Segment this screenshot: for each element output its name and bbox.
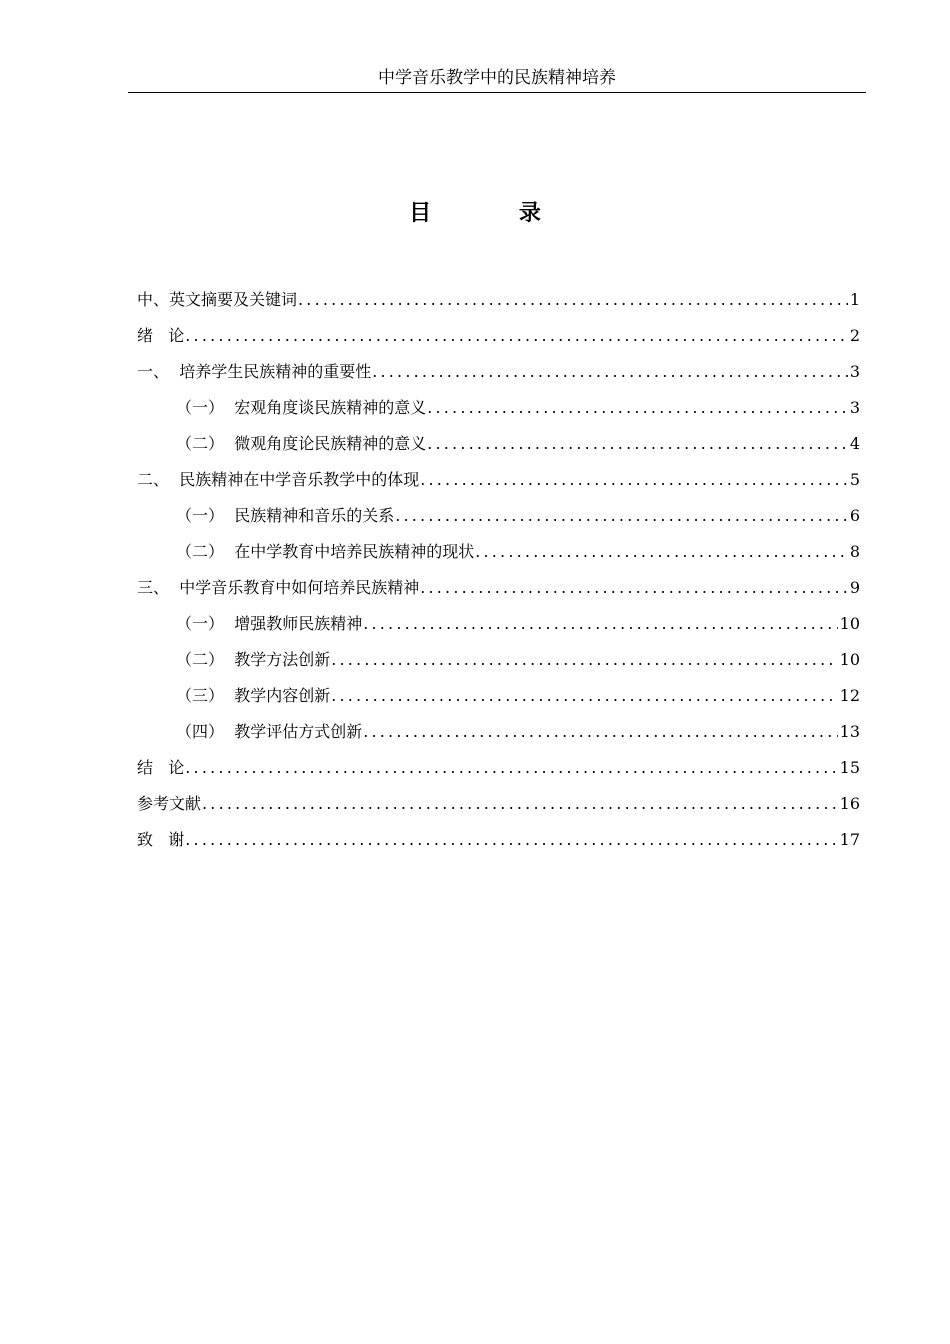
toc-entry-label: 增强教师民族精神: [234, 614, 363, 633]
toc-entry-section-2-2[interactable]: [137, 540, 860, 576]
header-rule: [128, 92, 866, 93]
dot-leader: [298, 288, 848, 312]
toc-entry-page: 15: [839, 758, 860, 777]
toc-entry-number: 三、: [137, 578, 180, 597]
toc-entry-section-3-3[interactable]: [137, 684, 860, 720]
dot-leader: [363, 720, 837, 744]
running-header: 中学音乐教学中的民族精神培养: [378, 68, 616, 88]
toc-entry-number: （二）: [176, 434, 235, 453]
toc-entry-label: 民族精神在中学音乐教学中的体现: [179, 470, 420, 489]
toc-entry-section-1-2[interactable]: [137, 432, 860, 468]
toc-entry-section-3-1[interactable]: [137, 612, 860, 648]
dot-leader: [427, 432, 848, 456]
toc-entry-label: 中、英文摘要及关键词: [137, 290, 298, 309]
toc-entry-label: 致 谢: [137, 830, 185, 849]
toc-entry-acknowledgements[interactable]: [137, 828, 860, 864]
toc-entry-label: 中学音乐教育中如何培养民族精神: [179, 578, 420, 597]
dot-leader: [185, 324, 848, 348]
dot-leader: [420, 468, 848, 492]
toc-entry-number: （一）: [176, 506, 235, 525]
toc-entry-label: 参考文献: [137, 794, 202, 813]
toc-entry-label: 教学内容创新: [234, 686, 331, 705]
toc-entry-page: 17: [839, 830, 860, 849]
toc-entry-section-3-2[interactable]: [137, 648, 860, 684]
toc-entry-number: （三）: [176, 686, 235, 705]
toc-entry-page: 6: [849, 506, 860, 525]
toc-entry-abstract[interactable]: [137, 288, 860, 324]
toc-entry-page: 16: [839, 794, 860, 813]
toc-entry-section-1[interactable]: [137, 360, 860, 396]
toc-entry-label: 教学评估方式创新: [234, 722, 363, 741]
toc-entry-section-3[interactable]: [137, 576, 860, 612]
toc-entry-page: 10: [839, 650, 860, 669]
toc-title: 目 录: [409, 200, 581, 226]
toc-entry-introduction[interactable]: [137, 324, 860, 360]
toc-entry-page: 1: [849, 290, 860, 309]
toc-entry-page: 3: [849, 362, 860, 381]
toc-entry-page: 3: [849, 398, 860, 417]
dot-leader: [331, 684, 837, 708]
toc-entry-label: 培养学生民族精神的重要性: [179, 362, 372, 381]
toc-entry-number: 二、: [137, 470, 180, 489]
dot-leader: [420, 576, 848, 600]
toc-entry-number: 一、: [137, 362, 180, 381]
toc-entry-page: 8: [849, 542, 860, 561]
toc-entry-page: 12: [839, 686, 860, 705]
toc-entry-label: 民族精神和音乐的关系: [234, 506, 395, 525]
dot-leader: [427, 396, 848, 420]
toc-entry-page: 10: [839, 614, 860, 633]
toc-entry-section-2[interactable]: [137, 468, 860, 504]
toc-entry-section-3-4[interactable]: [137, 720, 860, 756]
toc-entry-page: 2: [849, 326, 860, 345]
toc-entry-section-2-1[interactable]: [137, 504, 860, 540]
toc-entry-label: 微观角度论民族精神的意义: [234, 434, 427, 453]
toc-entry-label: 在中学教育中培养民族精神的现状: [234, 542, 475, 561]
toc-entry-conclusion[interactable]: [137, 756, 860, 792]
toc-entry-number: （一）: [176, 614, 235, 633]
toc-entry-label: 结 论: [137, 758, 185, 777]
toc-entry-page: 9: [849, 578, 860, 597]
dot-leader: [185, 756, 837, 780]
toc-entry-number: （二）: [176, 650, 235, 669]
dot-leader: [363, 612, 837, 636]
toc-entry-label: 宏观角度谈民族精神的意义: [234, 398, 427, 417]
toc-entry-number: （四）: [176, 722, 235, 741]
toc-entry-page: 5: [849, 470, 860, 489]
toc-entry-references[interactable]: [137, 792, 860, 828]
toc-entry-page: 4: [849, 434, 860, 453]
dot-leader: [475, 540, 848, 564]
toc-entry-label: 教学方法创新: [234, 650, 331, 669]
toc-entry-label: 绪 论: [137, 326, 185, 345]
toc-entry-number: （一）: [176, 398, 235, 417]
dot-leader: [185, 828, 837, 852]
dot-leader: [372, 360, 848, 384]
table-of-contents: [137, 288, 860, 864]
dot-leader: [395, 504, 848, 528]
toc-entry-section-1-1[interactable]: [137, 396, 860, 432]
dot-leader: [202, 792, 838, 816]
toc-entry-page: 13: [839, 722, 860, 741]
toc-entry-number: （二）: [176, 542, 235, 561]
dot-leader: [331, 648, 837, 672]
